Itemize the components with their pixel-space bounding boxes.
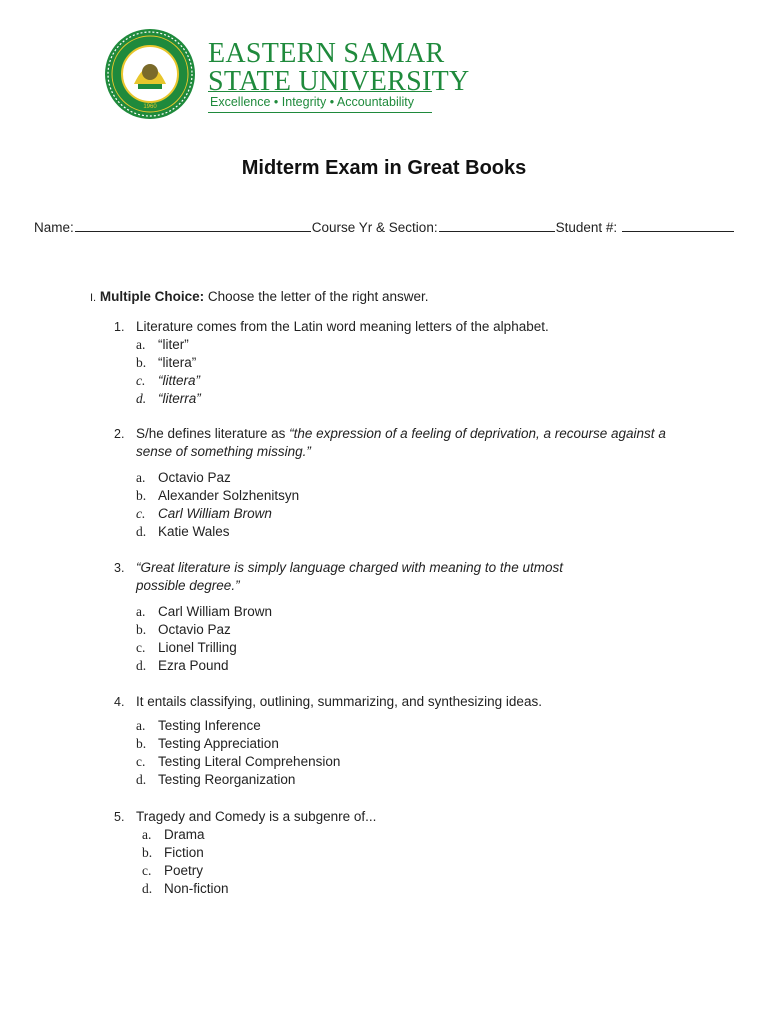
university-name-line2: STATE UNIVERSITY	[208, 66, 470, 97]
university-seal-logo	[104, 28, 196, 120]
option-b[interactable]: b. Testing Appreciation	[136, 736, 279, 751]
section-heading	[90, 289, 429, 304]
option-a[interactable]: a. Testing Inference	[136, 718, 261, 733]
option-list	[142, 826, 676, 898]
question-number: 3.	[114, 561, 125, 575]
header-rule-bottom	[208, 112, 432, 113]
option-b[interactable]: b. Fiction	[142, 845, 204, 860]
option-a[interactable]: a. Carl William Brown	[136, 604, 273, 619]
option-a[interactable]: a. Octavio Paz	[136, 470, 231, 485]
option-list	[136, 469, 676, 541]
question-number: 2.	[114, 427, 125, 441]
option-list	[136, 717, 676, 789]
option-b[interactable]: b. Alexander Solzhenitsyn	[136, 488, 300, 503]
question-stem: Literature comes from the Latin word meaning letters of the alphabet.	[136, 319, 549, 334]
option-a[interactable]: a. “liter”	[136, 337, 189, 352]
option-d[interactable]: d. Katie Wales	[136, 524, 230, 539]
option-list	[136, 336, 676, 408]
option-d[interactable]: d. “literra”	[136, 391, 201, 406]
option-c[interactable]: c. Carl William Brown	[136, 506, 272, 521]
course-label: Course Yr & Section:	[311, 220, 438, 235]
option-d[interactable]: d. Non-fiction	[142, 881, 229, 896]
question-number: 5.	[114, 810, 125, 824]
option-c[interactable]: c. Poetry	[142, 863, 204, 878]
question-1	[114, 318, 676, 408]
name-blank[interactable]	[75, 219, 311, 232]
section-instruction: Choose the letter of the right answer.	[207, 289, 429, 304]
option-b[interactable]: b. Octavio Paz	[136, 622, 231, 637]
question-3	[114, 559, 586, 675]
option-a[interactable]: a. Drama	[142, 827, 205, 842]
student-number-blank[interactable]	[622, 219, 734, 232]
university-name	[208, 40, 470, 96]
option-c[interactable]: c. Testing Literal Comprehension	[136, 754, 341, 769]
option-list	[136, 603, 586, 675]
university-name-line1: EASTERN SAMAR	[208, 38, 445, 69]
option-c[interactable]: c. Lionel Trilling	[136, 640, 237, 655]
question-number: 4.	[114, 695, 125, 709]
header-rule-top	[208, 91, 432, 92]
question-4	[114, 693, 676, 789]
question-number: 1.	[114, 320, 125, 334]
question-stem: “Great literature is simply language charged with meaning to the utmost possible degree.”	[136, 560, 563, 593]
university-motto: Excellence • Integrity • Accountability	[210, 95, 414, 109]
university-header	[104, 28, 470, 124]
student-number-label: Student #:	[555, 220, 618, 235]
option-d[interactable]: d. Testing Reorganization	[136, 772, 296, 787]
student-info-line	[34, 219, 735, 235]
section-title: Multiple Choice:	[99, 289, 205, 304]
option-c[interactable]: c. “littera”	[136, 373, 201, 388]
seal-year: 1960	[143, 104, 157, 110]
question-stem: S/he defines literature as “the expression of a feeling of deprivation, a recourse against a sense of something missing.”	[136, 426, 666, 459]
course-blank[interactable]	[439, 219, 555, 232]
question-stem: Tragedy and Comedy is a subgenre of...	[136, 809, 377, 824]
name-label: Name:	[34, 220, 74, 235]
option-d[interactable]: d. Ezra Pound	[136, 658, 229, 673]
option-b[interactable]: b. “litera”	[136, 355, 197, 370]
question-stem: It entails classifying, outlining, summarizing, and synthesizing ideas.	[136, 694, 542, 709]
question-2	[114, 425, 676, 541]
section-roman-numeral: I.	[90, 292, 97, 304]
exam-title: Midterm Exam in Great Books	[241, 157, 527, 179]
question-5	[114, 808, 676, 898]
